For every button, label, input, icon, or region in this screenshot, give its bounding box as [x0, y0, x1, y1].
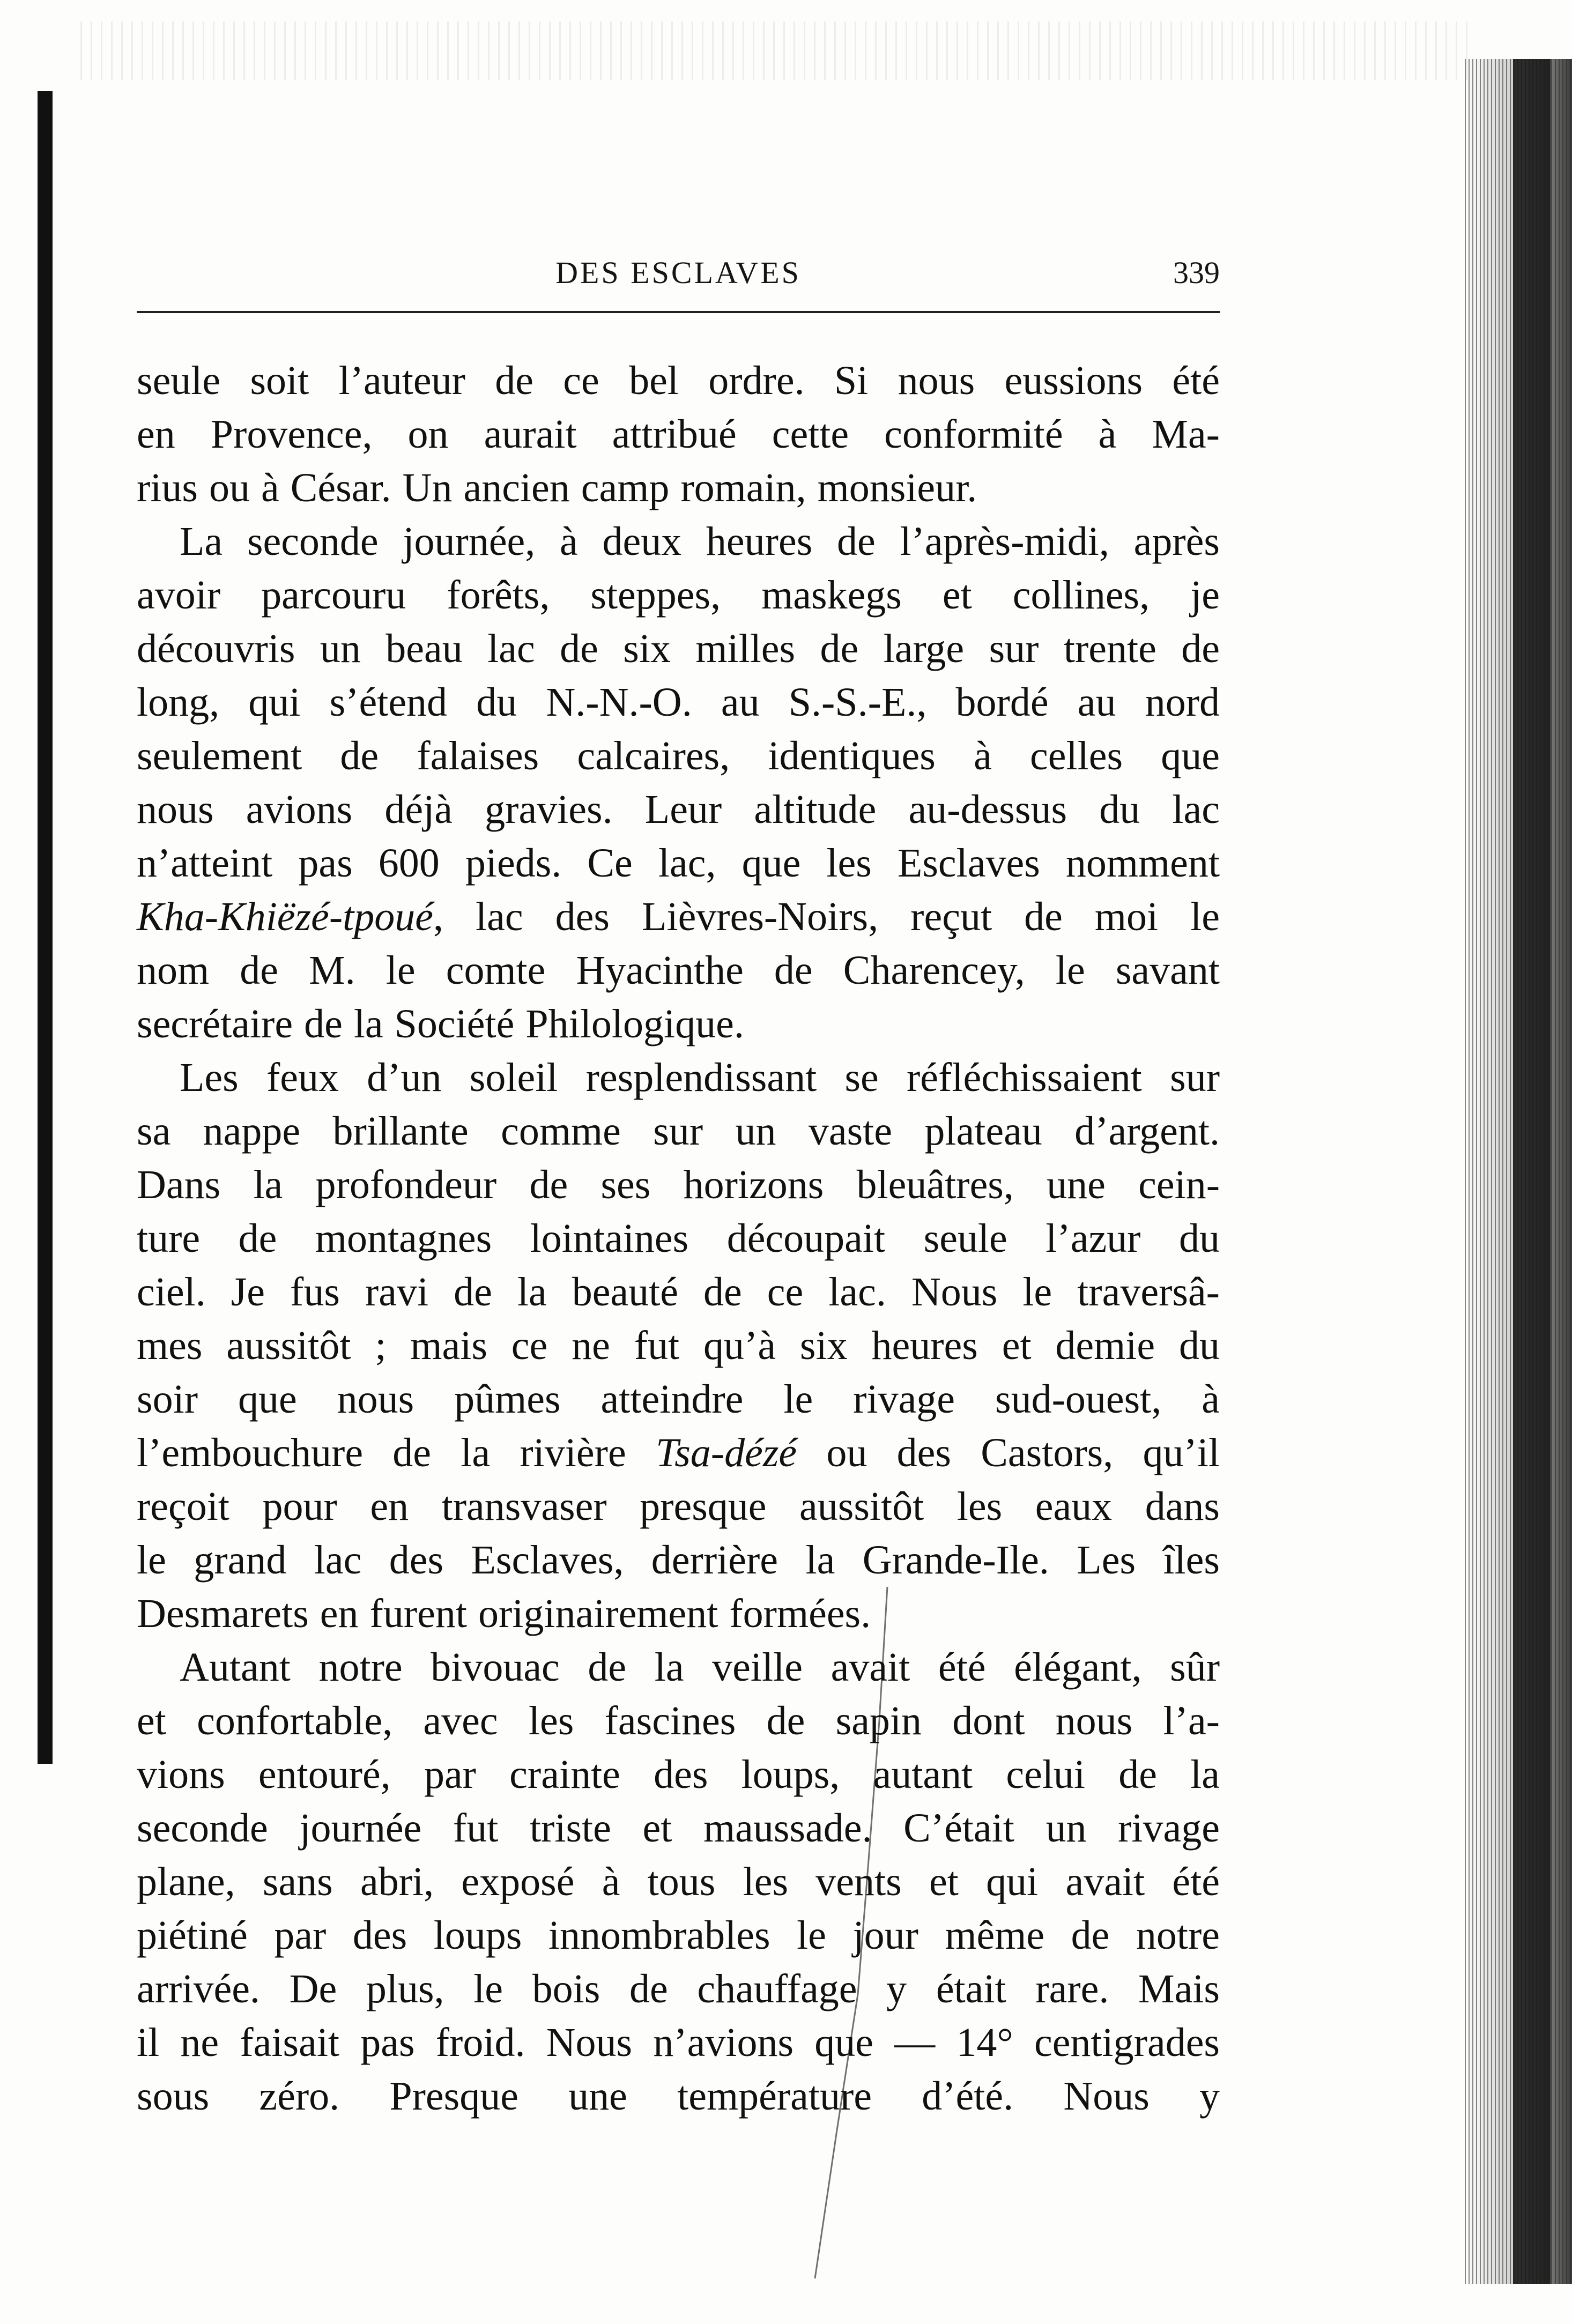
text-line: Autant notre bivouac de la veille avait été élégant, sûr [180, 1645, 1220, 1690]
running-head: DES ESCLAVES [555, 255, 801, 290]
text-line: découvris un beau lac de six milles de large sur trente de [137, 626, 1220, 671]
text-line: nous avions déjà gravies. Leur altitude au-dessus du lac [137, 787, 1220, 832]
page-number: 339 [1173, 255, 1220, 290]
scan-binding-shadow-left [38, 91, 53, 1764]
text-line: Kha-Khiëzé-tpoué, lac des Lièvres-Noirs, reçut de moi le [137, 894, 1220, 939]
text-line: ciel. Je fus ravi de la beauté de ce lac. Nous le traversâ- [137, 1269, 1220, 1315]
text-line: ture de montagnes lointaines découpait seule l’azur du [137, 1216, 1220, 1261]
text-line: vions entouré, par crainte des loups, autant celui de la [137, 1752, 1220, 1797]
text-line: sa nappe brillante comme sur un vaste plateau d’argent. [137, 1109, 1220, 1154]
body-text [137, 354, 1220, 2123]
text-line: Desmarets en furent originairement formées. [137, 1591, 871, 1636]
text-line: Dans la profondeur de ses horizons bleuâtres, une cein- [137, 1162, 1220, 1207]
text-line: le grand lac des Esclaves, derrière la Grande-Ile. Les îles [137, 1538, 1220, 1583]
italic-term: Tsa-dézé [655, 1430, 797, 1475]
text-line: il ne faisait pas froid. Nous n’avions que — 14° centigrades [137, 2020, 1220, 2065]
scan-noise-top [80, 21, 1474, 80]
text-line: nom de M. le comte Hyacinthe de Charencey, le savant [137, 948, 1220, 993]
text-line: seulement de falaises calcaires, identiques à celles que [137, 733, 1220, 778]
scan-page-edge-dark [1513, 59, 1551, 2284]
text-line: l’embouchure de la rivière Tsa-dézé ou des Castors, qu’il [137, 1430, 1220, 1475]
text-line: mes aussitôt ; mais ce ne fut qu’à six heures et demie du [137, 1323, 1220, 1368]
italic-term: Kha-Khiëzé-tpoué [137, 894, 434, 939]
text-line: secrétaire de la Société Philologique. [137, 1001, 744, 1046]
text-line: seule soit l’auteur de ce bel ordre. Si nous eussions été [137, 358, 1220, 403]
text-line: sous zéro. Presque une température d’été. Nous y [137, 2074, 1220, 2119]
text-line: piétiné par des loups innombrables le jour même de notre [137, 1913, 1220, 1958]
text-line: avoir parcouru forêts, steppes, maskegs et collines, je [137, 573, 1220, 618]
text-line: long, qui s’étend du N.-N.-O. au S.-S.-E., bordé au nord [137, 680, 1220, 725]
text-line: soir que nous pûmes atteindre le rivage sud-ouest, à [137, 1377, 1220, 1422]
text-line: La seconde journée, à deux heures de l’après-midi, après [180, 519, 1220, 564]
text-line: plane, sans abri, exposé à tous les vents et qui avait été [137, 1859, 1220, 1904]
text-line: Les feux d’un soleil resplendissant se réfléchissaient sur [180, 1055, 1220, 1100]
text-line: seconde journée fut triste et maussade. C’était un rivage [137, 1806, 1220, 1851]
text-line: n’atteint pas 600 pieds. Ce lac, que les Esclaves nomment [137, 841, 1220, 886]
text-line: et confortable, avec les fascines de sapin dont nous l’a- [137, 1698, 1220, 1743]
text-line: arrivée. De plus, le bois de chauffage y était rare. Mais [137, 1966, 1220, 2011]
text-line: reçoit pour en transvaser presque aussitôt les eaux dans [137, 1484, 1220, 1529]
text-line: en Provence, on aurait attribué cette conformité à Ma- [137, 412, 1220, 457]
text-line: rius ou à César. Un ancien camp romain, monsieur. [137, 465, 977, 510]
page-header [137, 247, 1220, 313]
